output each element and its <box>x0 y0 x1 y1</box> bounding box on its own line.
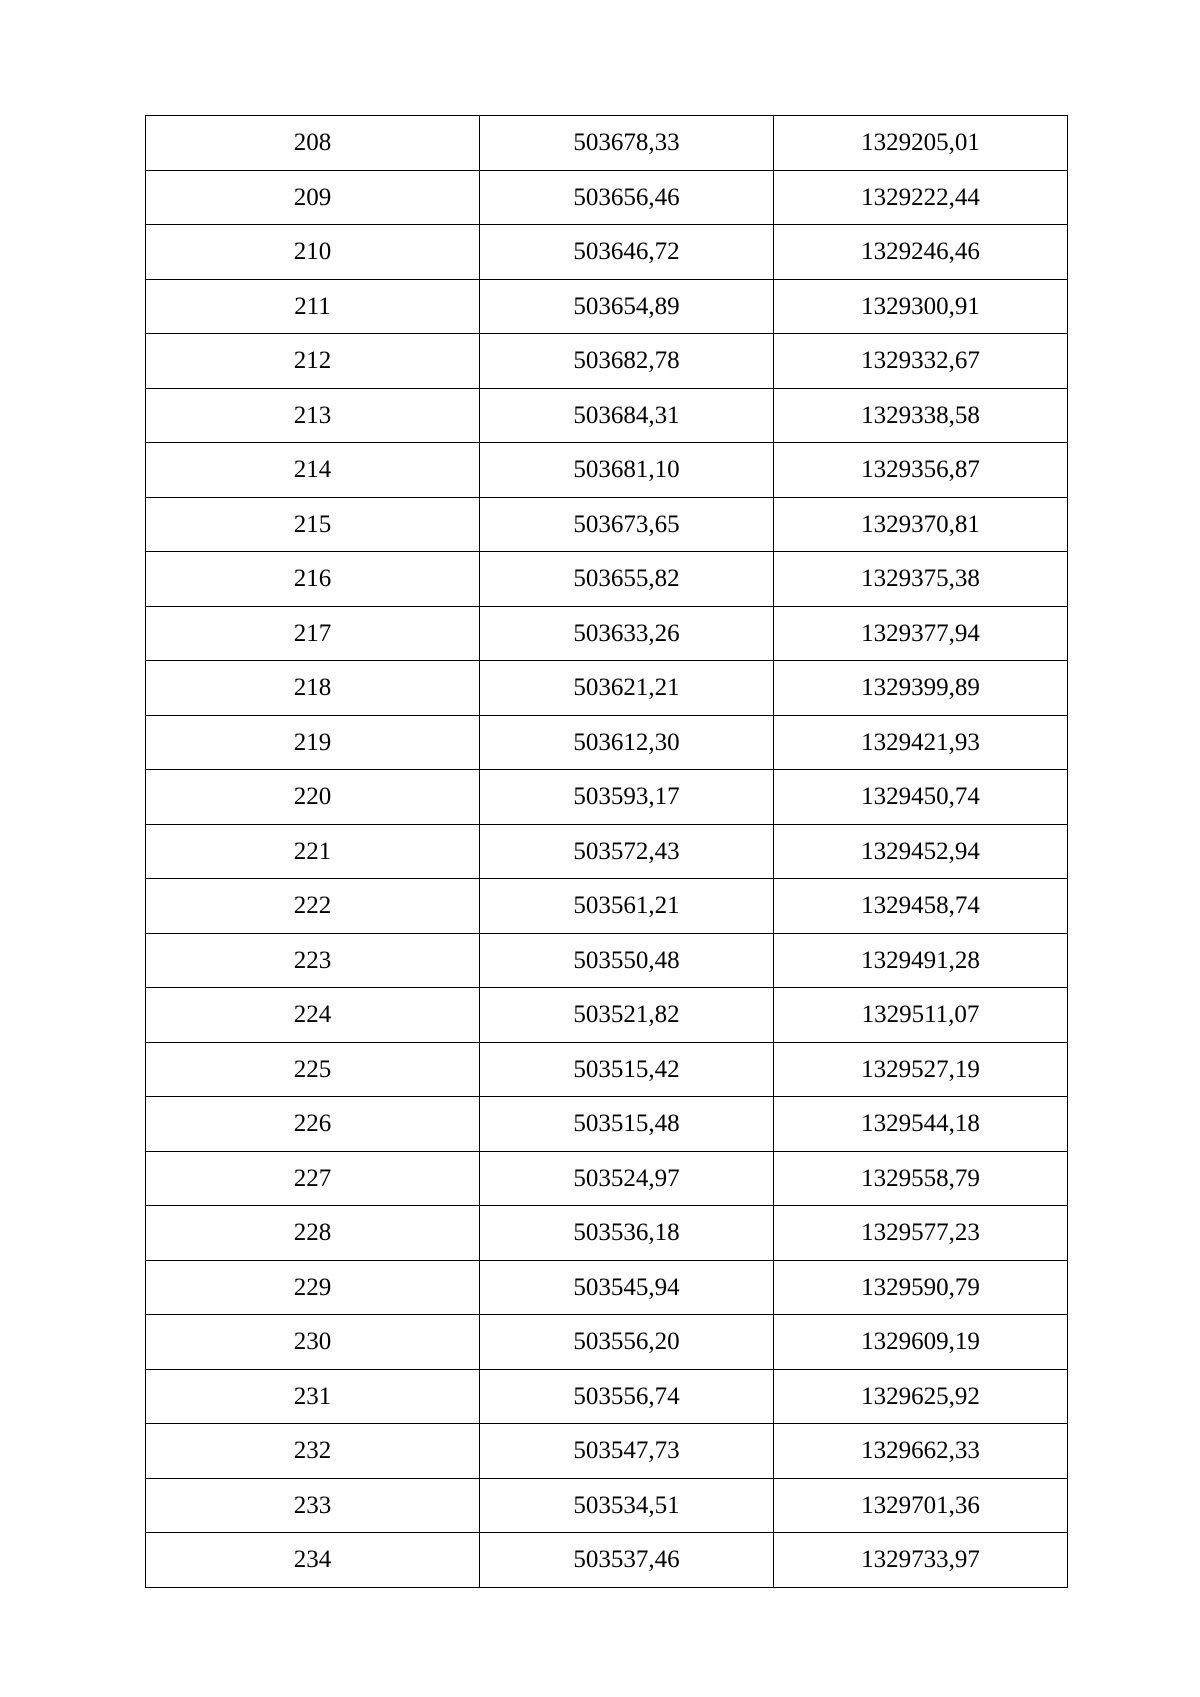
x-coordinate-cell: 503561,21 <box>480 879 774 934</box>
y-coordinate-cell: 1329452,94 <box>774 824 1068 879</box>
table-row <box>146 933 1068 988</box>
y-coordinate-cell: 1329421,93 <box>774 715 1068 770</box>
x-coordinate-cell: 503537,46 <box>480 1533 774 1588</box>
x-coordinate-cell: 503593,17 <box>480 770 774 825</box>
x-coordinate-cell: 503655,82 <box>480 552 774 607</box>
y-coordinate-cell: 1329377,94 <box>774 606 1068 661</box>
point-number-cell: 210 <box>146 225 480 280</box>
x-coordinate-cell: 503684,31 <box>480 388 774 443</box>
table-row <box>146 1533 1068 1588</box>
point-number-cell: 213 <box>146 388 480 443</box>
x-coordinate-cell: 503681,10 <box>480 443 774 498</box>
table-row <box>146 552 1068 607</box>
point-number-cell: 231 <box>146 1369 480 1424</box>
table-row <box>146 388 1068 443</box>
point-number-cell: 223 <box>146 933 480 988</box>
y-coordinate-cell: 1329625,92 <box>774 1369 1068 1424</box>
point-number-cell: 214 <box>146 443 480 498</box>
x-coordinate-cell: 503682,78 <box>480 334 774 389</box>
table-row <box>146 1206 1068 1261</box>
table-row <box>146 116 1068 171</box>
x-coordinate-cell: 503547,73 <box>480 1424 774 1479</box>
x-coordinate-cell: 503673,65 <box>480 497 774 552</box>
y-coordinate-cell: 1329375,38 <box>774 552 1068 607</box>
point-number-cell: 220 <box>146 770 480 825</box>
y-coordinate-cell: 1329399,89 <box>774 661 1068 716</box>
x-coordinate-cell: 503646,72 <box>480 225 774 280</box>
y-coordinate-cell: 1329338,58 <box>774 388 1068 443</box>
table-row <box>146 988 1068 1043</box>
x-coordinate-cell: 503621,21 <box>480 661 774 716</box>
point-number-cell: 234 <box>146 1533 480 1588</box>
table-row <box>146 606 1068 661</box>
table-row <box>146 879 1068 934</box>
point-number-cell: 218 <box>146 661 480 716</box>
point-number-cell: 215 <box>146 497 480 552</box>
point-number-cell: 225 <box>146 1042 480 1097</box>
point-number-cell: 217 <box>146 606 480 661</box>
y-coordinate-cell: 1329733,97 <box>774 1533 1068 1588</box>
y-coordinate-cell: 1329577,23 <box>774 1206 1068 1261</box>
table-row <box>146 279 1068 334</box>
point-number-cell: 211 <box>146 279 480 334</box>
table-row <box>146 1151 1068 1206</box>
y-coordinate-cell: 1329222,44 <box>774 170 1068 225</box>
table-row <box>146 1260 1068 1315</box>
table-row <box>146 1315 1068 1370</box>
x-coordinate-cell: 503556,20 <box>480 1315 774 1370</box>
table-row <box>146 334 1068 389</box>
x-coordinate-cell: 503656,46 <box>480 170 774 225</box>
table-row <box>146 497 1068 552</box>
x-coordinate-cell: 503633,26 <box>480 606 774 661</box>
x-coordinate-cell: 503612,30 <box>480 715 774 770</box>
y-coordinate-cell: 1329558,79 <box>774 1151 1068 1206</box>
point-number-cell: 224 <box>146 988 480 1043</box>
y-coordinate-cell: 1329590,79 <box>774 1260 1068 1315</box>
y-coordinate-cell: 1329370,81 <box>774 497 1068 552</box>
table-row <box>146 1097 1068 1152</box>
x-coordinate-cell: 503678,33 <box>480 116 774 171</box>
y-coordinate-cell: 1329662,33 <box>774 1424 1068 1479</box>
x-coordinate-cell: 503515,42 <box>480 1042 774 1097</box>
table-row <box>146 443 1068 498</box>
y-coordinate-cell: 1329544,18 <box>774 1097 1068 1152</box>
point-number-cell: 232 <box>146 1424 480 1479</box>
x-coordinate-cell: 503524,97 <box>480 1151 774 1206</box>
x-coordinate-cell: 503536,18 <box>480 1206 774 1261</box>
coordinates-table-body <box>146 116 1068 1588</box>
table-row <box>146 1369 1068 1424</box>
y-coordinate-cell: 1329458,74 <box>774 879 1068 934</box>
x-coordinate-cell: 503654,89 <box>480 279 774 334</box>
table-row <box>146 770 1068 825</box>
point-number-cell: 230 <box>146 1315 480 1370</box>
y-coordinate-cell: 1329491,28 <box>774 933 1068 988</box>
y-coordinate-cell: 1329300,91 <box>774 279 1068 334</box>
x-coordinate-cell: 503521,82 <box>480 988 774 1043</box>
point-number-cell: 226 <box>146 1097 480 1152</box>
table-row <box>146 1478 1068 1533</box>
point-number-cell: 227 <box>146 1151 480 1206</box>
y-coordinate-cell: 1329332,67 <box>774 334 1068 389</box>
point-number-cell: 233 <box>146 1478 480 1533</box>
x-coordinate-cell: 503545,94 <box>480 1260 774 1315</box>
table-row <box>146 170 1068 225</box>
x-coordinate-cell: 503556,74 <box>480 1369 774 1424</box>
point-number-cell: 219 <box>146 715 480 770</box>
point-number-cell: 228 <box>146 1206 480 1261</box>
y-coordinate-cell: 1329205,01 <box>774 116 1068 171</box>
y-coordinate-cell: 1329527,19 <box>774 1042 1068 1097</box>
point-number-cell: 208 <box>146 116 480 171</box>
point-number-cell: 221 <box>146 824 480 879</box>
table-row <box>146 824 1068 879</box>
coordinates-table <box>145 115 1068 1588</box>
y-coordinate-cell: 1329246,46 <box>774 225 1068 280</box>
y-coordinate-cell: 1329450,74 <box>774 770 1068 825</box>
table-row <box>146 225 1068 280</box>
point-number-cell: 212 <box>146 334 480 389</box>
x-coordinate-cell: 503515,48 <box>480 1097 774 1152</box>
table-row <box>146 1424 1068 1479</box>
table-row <box>146 661 1068 716</box>
x-coordinate-cell: 503550,48 <box>480 933 774 988</box>
y-coordinate-cell: 1329609,19 <box>774 1315 1068 1370</box>
table-row <box>146 1042 1068 1097</box>
y-coordinate-cell: 1329356,87 <box>774 443 1068 498</box>
y-coordinate-cell: 1329511,07 <box>774 988 1068 1043</box>
y-coordinate-cell: 1329701,36 <box>774 1478 1068 1533</box>
table-row <box>146 715 1068 770</box>
point-number-cell: 222 <box>146 879 480 934</box>
x-coordinate-cell: 503572,43 <box>480 824 774 879</box>
point-number-cell: 209 <box>146 170 480 225</box>
x-coordinate-cell: 503534,51 <box>480 1478 774 1533</box>
point-number-cell: 229 <box>146 1260 480 1315</box>
point-number-cell: 216 <box>146 552 480 607</box>
